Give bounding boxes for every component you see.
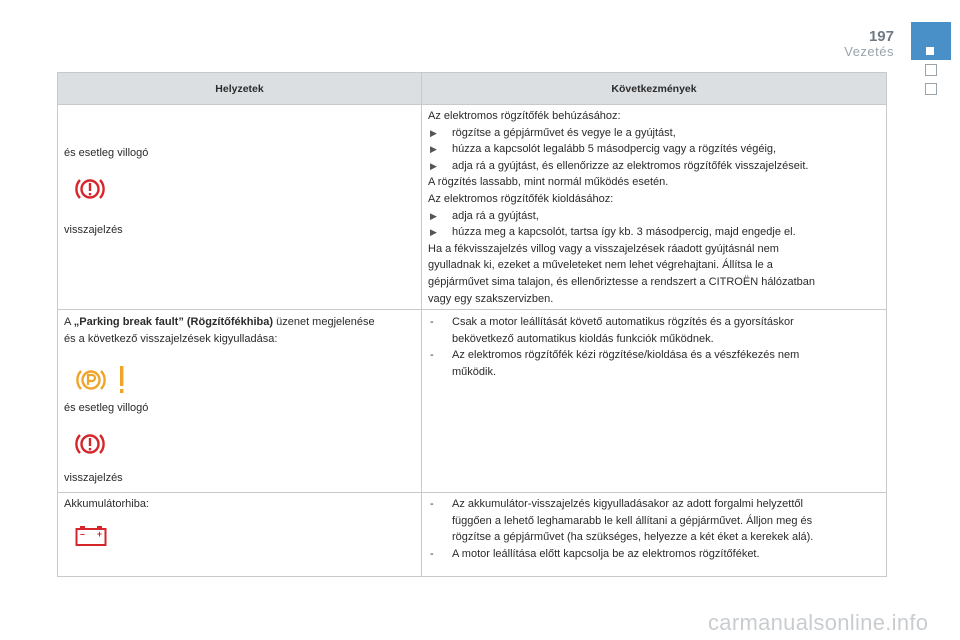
situation-text: és esetleg villogó [64,147,149,159]
chapter-tab-active[interactable] [911,22,951,60]
consequence-cell [422,493,887,577]
instruction-text: Az elektromos rögzítőfék kioldásához: [428,192,614,205]
consequence-cell [422,105,887,310]
situation-text: és esetleg villogó [64,402,149,414]
list-item: ▶ adja rá a gyújtást, és ellenőrizze az elektromos rögzítőfék visszajelzéseit. [428,158,880,175]
battery-minus-label: – [79,528,86,539]
list-item: - Az elektromos rögzítőfék kézi rögzítése/kioldása és a vészfékezés nem működik. [430,349,800,378]
paragraph-line: gépjárművet sima talajon, és ellenőriztesse a rendszert a CITROËN hálózatban [428,275,816,288]
situations-table [57,72,887,577]
tab-marker [926,47,934,55]
battery-icon [75,525,107,547]
situation-text: Akkumulátorhiba: [64,498,149,510]
arrow-bullet-icon: ▶ [430,227,437,238]
situation-text: A „Parking break fault” (Rögzítőfékhiba) üzenet megjelenése [64,316,375,328]
battery-plus-label: + [96,528,103,539]
brake-warning-icon [74,175,106,203]
situation-text: visszajelzés [64,472,123,484]
exclamation-icon [118,365,126,395]
situation-cell [58,493,422,577]
parking-brake-icon [74,366,108,394]
list-item: ▶ rögzítse a gépjárművet és vegye le a gyújtást, [428,125,880,142]
arrow-bullet-icon: ▶ [430,127,437,138]
situation-cell [58,105,422,310]
list-item: ▶ húzza a kapcsolót legalább 5 másodpercig vagy a rögzítés végéig, [428,141,880,158]
list-item: ▶ adja rá a gyújtást, [428,208,880,225]
consequence-cell [422,310,887,493]
page-number: 197 [868,28,894,45]
chapter-tab[interactable] [925,64,937,76]
column-header-consequences: Következmények [422,73,887,105]
situation-text: visszajelzés [64,224,123,236]
instruction-text: Az elektromos rögzítőfék behúzásához: [428,110,621,122]
column-header-situations: Helyzetek [58,73,422,105]
table-row [58,105,887,310]
list-item: - Az akkumulátor-visszajelzés kigyulladásakor az adott forgalmi helyzettől függően a lehető leghamarabb le kell állítani a gépjárművet. Álljon meg és rögzítse a gépjárművet (ha szükséges, helyezze a két éket a kerekek alá). [430,498,814,544]
list-item: - Csak a motor leállítását követő automatikus rögzítés és a gyorsításkor bekövetkező automatikus kioldás funkciók működnek. [430,316,794,345]
chapter-tab[interactable] [925,83,937,95]
list-item: ▶ húzza meg a kapcsolót, tartsa így kb. 3 másodpercig, majd engedje el. [428,224,880,241]
watermark: carmanualsonline.info [708,610,929,635]
paragraph-line: gyulladnak ki, ezeket a műveleteket nem lehet végrehajtani. Állítsa le a [428,259,773,272]
paragraph-line: vagy egy szakszervizben. [428,292,554,305]
situation-text: és a következő visszajelzések kigyulladása: [64,333,278,345]
situation-cell [58,310,422,493]
note-text: A rögzítés lassabb, mint normál működés esetén. [428,176,669,189]
arrow-bullet-icon: ▶ [430,160,437,171]
table-row [58,310,887,493]
section-title: Vezetés [844,44,894,59]
paragraph-line: Ha a fékvisszajelzés villog vagy a visszajelzések ráadott gyújtásnál nem [428,242,779,255]
arrow-bullet-icon: ▶ [430,144,437,155]
arrow-bullet-icon: ▶ [430,210,437,221]
brake-warning-icon [74,430,106,458]
table-row [58,493,887,577]
list-item: - A motor leállítása előtt kapcsolja be az elektromos rögzítőféket. [430,547,760,560]
